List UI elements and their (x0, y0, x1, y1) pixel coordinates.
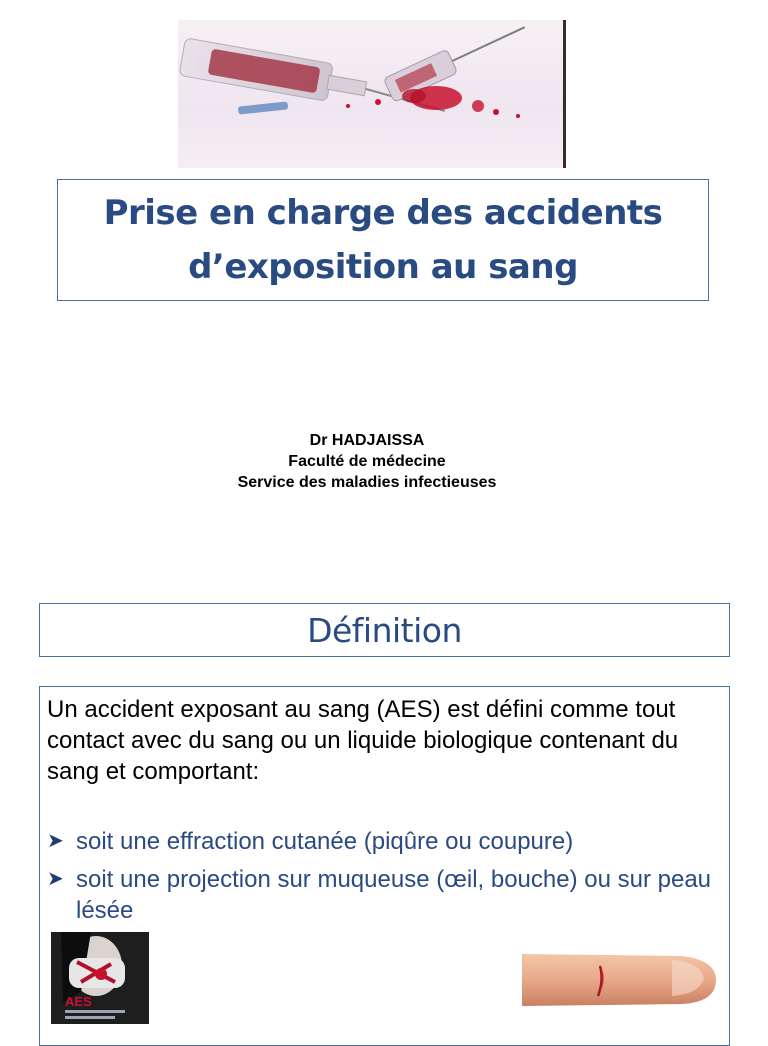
bullet-text: soit une effraction cutanée (piqûre ou coupure) (76, 828, 574, 855)
cut-finger-image (522, 950, 718, 1010)
poster-badge: AES (65, 994, 92, 1009)
definition-intro: Un accident exposant au sang (AES) est défini comme tout contact avec du sang ou un liquide biologique contenant du sang et comportant: (47, 696, 679, 785)
service-name: Service des maladies infectieuses (237, 474, 497, 491)
arrowhead-right-icon: ➤ (47, 868, 64, 890)
definition-heading-box (39, 603, 730, 657)
aes-poster-image (51, 932, 149, 1024)
syringe-blood-image (178, 20, 566, 168)
title-box (57, 179, 709, 301)
definition-heading: Définition (307, 610, 462, 650)
author-name: Dr HADJAISSA (309, 432, 425, 449)
title-line-1: Prise en charge des accidents (103, 193, 663, 233)
bullet-item (47, 826, 727, 857)
bullet-item (47, 864, 727, 926)
arrowhead-right-icon: ➤ (47, 830, 64, 852)
title-line-2: d’exposition au sang (188, 247, 578, 287)
faculty-name: Faculté de médecine (288, 453, 446, 470)
author-block (0, 430, 734, 493)
bullet-text: soit une projection sur muqueuse (œil, bouche) ou sur peau lésée (76, 866, 712, 924)
